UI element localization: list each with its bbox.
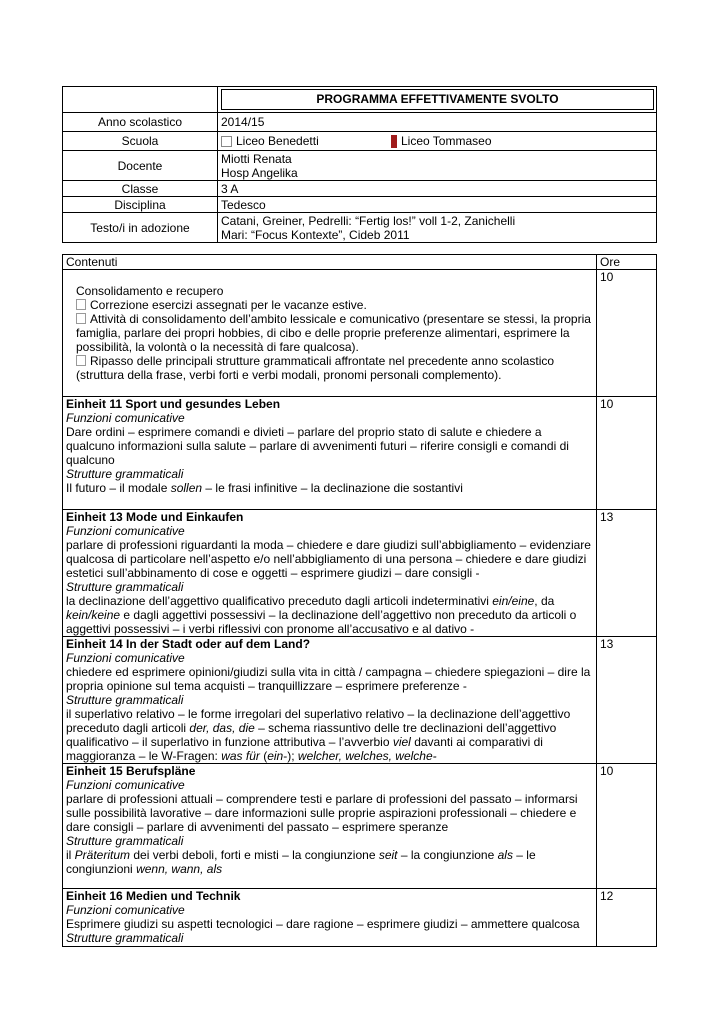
value-disciplina: Tedesco: [218, 197, 657, 213]
docente-line: Miotti Renata: [221, 151, 292, 166]
testo-line: Mari: “Focus Kontexte”, Cideb 2011: [221, 227, 410, 242]
school-option-label: Liceo Benedetti: [236, 133, 319, 148]
label-docente: Docente: [63, 151, 218, 181]
checked-marker-icon: [391, 135, 397, 148]
unit-hours: 12: [597, 889, 657, 947]
header-ore: Ore: [597, 255, 657, 270]
docente-line: Hosp Angelika: [221, 165, 298, 180]
unit-cell: [63, 764, 597, 889]
bullet-box-icon: [76, 355, 86, 366]
value-testi: [218, 213, 657, 243]
func-label: Funzioni comunicative: [66, 778, 185, 792]
bullet-box-icon: [76, 313, 86, 324]
intro-hours: 10: [597, 270, 657, 397]
header-contenuti: Contenuti: [63, 255, 597, 270]
unit-cell: [63, 637, 597, 764]
title-blank-cell: [63, 87, 218, 113]
struct-text: il Präteritum dei verbi deboli, forti e misti – la congiunzione seit – la congiunzione als – le congiunzioni wenn, wann, als: [66, 848, 536, 876]
info-table: [62, 86, 657, 243]
unit-cell: [63, 889, 597, 947]
unit-hours: 13: [597, 637, 657, 764]
func-text: Dare ordini – esprimere comandi e divieti – parlare del proprio stato di salute e chiedere a qualcuno informazioni sulla salute – parlare di avvenimenti futuri – riferire consigli e comandi di qualcuno: [66, 425, 569, 467]
unit-title: Einheit 15 Berufspläne: [66, 764, 196, 778]
label-testi: Testo/i in adozione: [63, 213, 218, 243]
label-anno: Anno scolastico: [63, 113, 218, 132]
value-scuola: [218, 132, 657, 151]
unit-title: Einheit 14 In der Stadt oder auf dem Land?: [66, 637, 311, 651]
unit-cell: [63, 510, 597, 637]
func-label: Funzioni comunicative: [66, 411, 185, 425]
func-text: parlare di professioni riguardanti la moda – chiedere e dare giudizi sull’abbigliamento – evidenziare qualcosa di particolare nell’aspetto e/o nell’abbigliamento di una persona – chiedere e dare giudizi estetici sull’abbinamento di cose e oggetti – esprimere giudizi – dare consigli -: [66, 538, 591, 580]
func-label: Funzioni comunicative: [66, 903, 185, 917]
school-option-benedetti[interactable]: [221, 134, 391, 148]
unit-title: Einheit 16 Medien und Technik: [66, 889, 241, 903]
contents-table: [62, 254, 657, 947]
value-classe: 3 A: [218, 181, 657, 197]
title-cell: [218, 87, 657, 113]
struct-label: Strutture grammaticali: [66, 580, 184, 594]
intro-cell: [63, 270, 597, 397]
func-text: parlare di professioni attuali – comprendere testi e parlare di professioni del passato – informarsi sulle possibilità lavorative – dare informazioni sulle proprie aspirazioni professionali – chiedere e dare consigli – parlare di avvenimenti del passato – esprimere speranze: [66, 792, 578, 834]
unit-cell: [63, 397, 597, 510]
func-label: Funzioni comunicative: [66, 651, 185, 665]
unit-hours: 10: [597, 397, 657, 510]
struct-label: Strutture grammaticali: [66, 467, 184, 481]
struct-label: Strutture grammaticali: [66, 693, 184, 707]
testo-line: Catani, Greiner, Pedrelli: “Fertig los!” voll 1-2, Zanichelli: [221, 213, 516, 228]
intro-item: Ripasso delle principali strutture grammaticali affrontate nel precedente anno scolastico (struttura della frase, verbi forti e verbi modali, pronomi personali complemento).: [76, 354, 555, 382]
func-text: Esprimere giudizi su aspetti tecnologici – dare ragione – esprimere giudizi – ammettere qualcosa: [66, 917, 580, 931]
unit-hours: 13: [597, 510, 657, 637]
unchecked-checkbox-icon: [221, 136, 232, 147]
intro-item: Attività di consolidamento dell’ambito lessicale e comunicativo (presentare se stessi, la propria famiglia, parlare dei propri hobbies, di cibo e delle proprie preferenze alimentari, esprimere la possibilità, la volontà o la necessità di fare qualcosa).: [76, 312, 591, 354]
struct-text: il superlativo relativo – le forme irregolari del superlativo relativo – la declinazione dell’aggettivo preceduto dagli articoli der, das, die – schema riassuntivo delle tre declinazioni dell’aggettivo qualificativo – il superlativo in funzione attributiva – l’avverbio viel davanti ai comparativi di maggioranza – le W-Fragen: was für (ein-); welcher, welches, welche-: [66, 707, 571, 763]
value-anno: 2014/15: [218, 113, 657, 132]
struct-label: Strutture grammaticali: [66, 931, 184, 945]
struct-label: Strutture grammaticali: [66, 834, 184, 848]
bullet-box-icon: [76, 299, 86, 310]
func-text: chiedere ed esprimere opinioni/giudizi sulla vita in città / campagna – chiedere spiegazioni – dire la propria opinione sul tema acquisti – tranquillizzare – esprimere preferenze -: [66, 665, 591, 693]
func-label: Funzioni comunicative: [66, 524, 185, 538]
label-classe: Classe: [63, 181, 218, 197]
struct-text: Il futuro – il modale sollen – le frasi infinitive – la declinazione die sostantivi: [66, 481, 463, 495]
label-disciplina: Disciplina: [63, 197, 218, 213]
intro-item: Correzione esercizi assegnati per le vacanze estive.: [66, 298, 593, 312]
unit-title: Einheit 13 Mode und Einkaufen: [66, 510, 244, 524]
school-option-tommaseo[interactable]: [391, 134, 492, 148]
unit-title: Einheit 11 Sport und gesundes Leben: [66, 397, 281, 411]
school-option-label: Liceo Tommaseo: [401, 133, 492, 148]
struct-text: la declinazione dell’aggettivo qualificativo preceduto dagli articoli indeterminativi ein/eine, da kein/keine e dagli aggettivi possessivi – la declinazione dell’aggettivo non preceduto da articoli o aggettivi possessivi – i verbi riflessivi con pronome all’accusativo e al dativo -: [66, 594, 577, 636]
intro-title: Consolidamento e recupero: [76, 284, 224, 298]
document-title: PROGRAMMA EFFETTIVAMENTE SVOLTO: [221, 89, 654, 110]
label-scuola: Scuola: [63, 132, 218, 151]
value-docente: [218, 151, 657, 181]
unit-hours: 10: [597, 764, 657, 889]
